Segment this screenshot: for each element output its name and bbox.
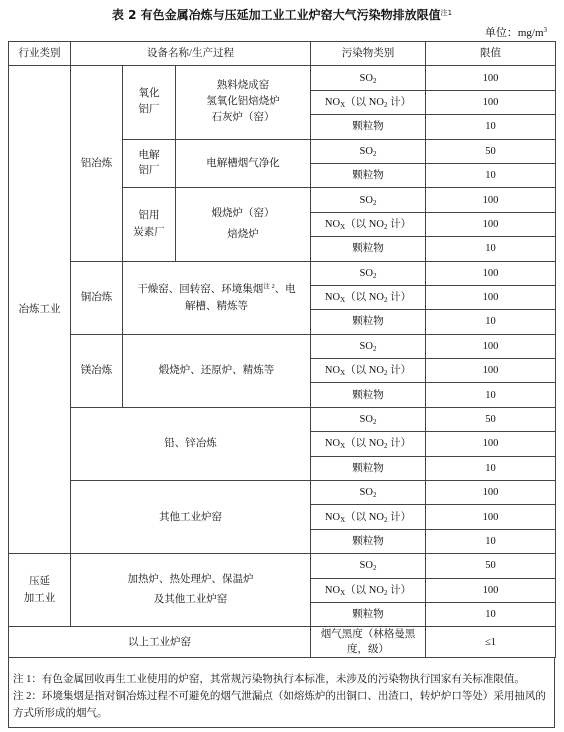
limit-value: ≤1	[426, 627, 556, 658]
header-limit: 限值	[426, 42, 556, 66]
so2-text: SO	[359, 145, 373, 157]
metal-copper: 铜冶炼	[71, 261, 123, 334]
so2-subscript: 2	[372, 76, 377, 85]
industry-smelting: 冶炼工业	[9, 66, 71, 554]
metal-magnesium: 镁冶炼	[71, 334, 123, 407]
process-copper-text-1-end: 、电	[274, 283, 296, 295]
other-furnaces: 其他工业炉窑	[71, 481, 311, 554]
so2-text: SO	[359, 72, 373, 84]
limit-value: 100	[426, 261, 556, 285]
nox-basis: （以 NO	[345, 438, 384, 450]
process-copper-text-1: 干燥窑、回转窑、环境集烟	[137, 283, 264, 295]
limit-value: 10	[426, 237, 556, 261]
limit-value: 100	[426, 334, 556, 358]
pollutant-particulate: 颗粒物	[311, 529, 426, 553]
limit-value: 100	[426, 188, 556, 212]
nox-basis-end: 计）	[387, 218, 412, 230]
industry-rolling-line-2: 加工业	[23, 593, 56, 605]
so2-text: SO	[359, 560, 373, 572]
nox-basis-end: 计）	[387, 438, 412, 450]
pollutant-nox	[311, 212, 426, 236]
nox-basis-end: 计）	[387, 511, 412, 523]
limit-value: 100	[426, 432, 556, 456]
pollutant-particulate: 颗粒物	[311, 163, 426, 187]
table-title	[0, 6, 564, 24]
table-row	[9, 407, 556, 431]
nox-basis-subscript: 2	[383, 515, 388, 524]
nox-basis-subscript: 2	[383, 222, 388, 231]
nox-basis-end: 计）	[387, 365, 412, 377]
pollutant-nox	[311, 90, 426, 114]
process-rolling	[71, 554, 311, 627]
pollutant-so2	[311, 139, 426, 163]
pollutant-so2	[311, 481, 426, 505]
process-copper	[123, 261, 311, 334]
limit-value: 100	[426, 578, 556, 602]
so2-subscript: 2	[372, 418, 377, 427]
plant-electrolytic-line-1: 电解	[138, 150, 160, 162]
table-row	[9, 261, 556, 285]
header-pollutant: 污染物类别	[311, 42, 426, 66]
nox-basis-end: 计）	[387, 292, 412, 304]
pollutant-particulate: 颗粒物	[311, 115, 426, 139]
table-row	[9, 66, 556, 90]
pollutant-so2	[311, 188, 426, 212]
process-copper-line-1	[125, 281, 308, 298]
process-rolling-line-2: 及其他工业炉窑	[153, 594, 228, 606]
table-header-row	[9, 42, 556, 66]
so2-text: SO	[359, 194, 373, 206]
so2-subscript: 2	[372, 271, 377, 280]
process-alumina-line-2: 氢氧化铝焙烧炉	[206, 96, 280, 108]
limit-value: 10	[426, 456, 556, 480]
process-carbon-line-2: 焙烧炉	[227, 229, 259, 241]
process-alumina-line-3: 石灰炉（窑）	[211, 112, 275, 124]
plant-alumina-line-1: 氧化	[138, 88, 160, 100]
industry-rolling	[9, 554, 71, 627]
plant-carbon	[123, 188, 176, 261]
unit-text: 单位：mg/m	[484, 27, 544, 39]
plant-electrolytic	[123, 139, 176, 188]
nox-basis: （以 NO	[345, 96, 384, 108]
process-copper-line-2: 解槽、精炼等	[185, 300, 248, 312]
so2-subscript: 2	[372, 344, 377, 353]
nox-text: NO	[324, 438, 341, 450]
limit-value: 50	[426, 407, 556, 431]
pollutant-particulate: 颗粒物	[311, 602, 426, 626]
process-alumina	[176, 66, 311, 139]
nox-text: NO	[324, 218, 341, 230]
summary-label: 以上工业炉窑	[9, 627, 311, 658]
metal-aluminum: 铝冶炼	[71, 66, 123, 261]
nox-basis-subscript: 2	[383, 369, 388, 378]
note-2: 注 2：环境集烟是指对铜冶炼过程不可避免的烟气泄漏点（如熔炼炉的出铜口、出渣口，转炉炉口等处）采用抽风的方式所形成的烟气。	[13, 691, 546, 720]
unit-label	[485, 26, 547, 40]
so2-text: SO	[359, 267, 373, 279]
industry-rolling-line-1: 压延	[29, 576, 50, 588]
nox-basis-subscript: 2	[383, 296, 388, 305]
table-notes	[8, 658, 555, 728]
pollutant-so2	[311, 554, 426, 578]
nox-basis-subscript: 2	[383, 588, 388, 597]
nox-subscript: X	[340, 100, 346, 109]
header-equipment: 设备名称/生产过程	[71, 42, 311, 66]
note-1: 注 1：有色金属回收再生工业使用的炉窑，其常规污染物执行本标准，未涉及的污染物执行国家有关标准限值。	[13, 674, 525, 686]
table-row	[9, 554, 556, 578]
process-carbon-line-1: 煅烧炉（窑）	[211, 208, 275, 220]
pollutant-so2	[311, 66, 426, 90]
nox-basis-subscript: 2	[383, 100, 388, 109]
pollutant-particulate: 颗粒物	[311, 383, 426, 407]
plant-carbon-line-1: 铝用	[138, 210, 160, 222]
so2-subscript: 2	[372, 491, 377, 500]
process-copper-note: 注 2	[263, 282, 275, 290]
unit-superscript: 3	[543, 26, 547, 34]
so2-text: SO	[359, 340, 373, 352]
limit-value: 100	[426, 90, 556, 114]
pollutant-so2	[311, 407, 426, 431]
pollutant-nox	[311, 285, 426, 309]
nox-subscript: X	[340, 369, 346, 378]
nox-subscript: X	[340, 442, 346, 451]
limit-value: 100	[426, 505, 556, 529]
process-rolling-line-1: 加热炉、热处理炉、保温炉	[127, 574, 254, 586]
pollutant-smoke-blackness: 烟气黑度（林格曼黑度，级）	[311, 627, 426, 658]
emission-limits-table	[8, 41, 556, 658]
nox-subscript: X	[340, 222, 346, 231]
so2-text: SO	[359, 487, 373, 499]
nox-basis-end: 计）	[387, 584, 412, 596]
pollutant-particulate: 颗粒物	[311, 456, 426, 480]
nox-basis: （以 NO	[345, 292, 384, 304]
emission-limits-table-wrapper	[8, 41, 555, 728]
metal-lead-zinc: 铅、锌冶炼	[71, 407, 311, 480]
nox-basis: （以 NO	[345, 584, 384, 596]
limit-value: 50	[426, 554, 556, 578]
limit-value: 100	[426, 212, 556, 236]
nox-basis: （以 NO	[345, 365, 384, 377]
table-row	[9, 627, 556, 658]
limit-value: 100	[426, 481, 556, 505]
so2-subscript: 2	[372, 564, 377, 573]
nox-subscript: X	[340, 296, 346, 305]
nox-basis: （以 NO	[345, 218, 384, 230]
nox-subscript: X	[340, 515, 346, 524]
pollutant-so2	[311, 334, 426, 358]
nox-basis-end: 计）	[387, 96, 412, 108]
limit-value: 10	[426, 383, 556, 407]
table-title-note: 注1	[440, 9, 453, 17]
limit-value: 10	[426, 163, 556, 187]
pollutant-nox	[311, 578, 426, 602]
nox-text: NO	[324, 365, 341, 377]
limit-value: 100	[426, 285, 556, 309]
pollutant-nox	[311, 359, 426, 383]
nox-basis: （以 NO	[345, 511, 384, 523]
pollutant-nox	[311, 505, 426, 529]
process-magnesium: 煅烧炉、还原炉、精炼等	[123, 334, 311, 407]
limit-value: 50	[426, 139, 556, 163]
plant-electrolytic-line-2: 铝厂	[138, 165, 160, 177]
nox-text: NO	[324, 584, 341, 596]
so2-text: SO	[359, 414, 373, 426]
nox-text: NO	[324, 292, 341, 304]
plant-carbon-line-2: 炭素厂	[133, 227, 165, 239]
limit-value: 10	[426, 310, 556, 334]
so2-subscript: 2	[372, 149, 377, 158]
pollutant-particulate: 颗粒物	[311, 310, 426, 334]
limit-value: 100	[426, 359, 556, 383]
table-row	[9, 481, 556, 505]
nox-subscript: X	[340, 588, 346, 597]
process-carbon	[176, 188, 311, 261]
nox-basis-subscript: 2	[383, 442, 388, 451]
pollutant-nox	[311, 432, 426, 456]
so2-subscript: 2	[372, 198, 377, 207]
limit-value: 10	[426, 602, 556, 626]
limit-value: 100	[426, 66, 556, 90]
nox-text: NO	[324, 511, 341, 523]
nox-text: NO	[324, 96, 341, 108]
plant-alumina-line-2: 铝厂	[138, 104, 160, 116]
process-alumina-line-1: 熟料烧成窑	[216, 80, 270, 92]
plant-alumina	[123, 66, 176, 139]
table-title-text: 表 2 有色金属冶炼与压延加工业工业炉窑大气污染物排放限值	[111, 8, 441, 22]
pollutant-particulate: 颗粒物	[311, 237, 426, 261]
limit-value: 10	[426, 115, 556, 139]
process-electrolytic: 电解槽烟气净化	[176, 139, 311, 188]
limit-value: 10	[426, 529, 556, 553]
pollutant-so2	[311, 261, 426, 285]
header-industry: 行业类别	[9, 42, 71, 66]
table-row	[9, 334, 556, 358]
